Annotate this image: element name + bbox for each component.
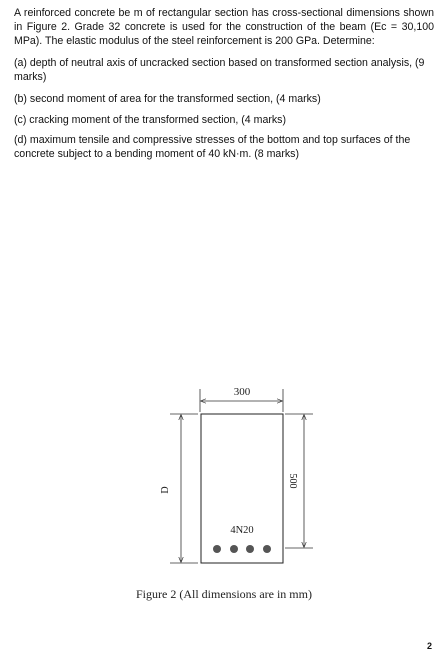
question-c: (c) cracking moment of the transformed section, (4 marks) xyxy=(14,114,286,126)
page-number: 2 xyxy=(426,641,432,651)
width-label: 300 xyxy=(233,386,251,398)
question-d: (d) maximum tensile and compressive stresses of the bottom and top surfaces of the concrete subject to a bending moment of 40 kN·m. (8 marks) xyxy=(14,134,411,160)
rebar-group xyxy=(213,545,271,553)
question-a: (a) depth of neutral axis of uncracked section based on transformed section analysis, (9 marks) xyxy=(14,57,425,83)
rebar-circle xyxy=(263,545,271,553)
depth-label: D xyxy=(160,486,171,494)
figure-caption: Figure 2 (All dimensions are in mm) xyxy=(136,587,312,601)
rebar-label: 4N20 xyxy=(230,525,254,536)
height-label: 500 xyxy=(287,473,298,489)
beam-section-outline xyxy=(201,414,283,563)
question-b: (b) second moment of area for the transformed section, (4 marks) xyxy=(14,93,321,105)
problem-statement: A reinforced concrete be m of rectangular section has cross-sectional dimensions shown in Figure 2. Grade 32 concrete is used for the construction of the beam (Ec = 30,100 MPa). The elastic modulus of the steel reinforcement is 200 GPa. Determine: xyxy=(14,7,434,47)
rebar-circle xyxy=(246,545,254,553)
rebar-circle xyxy=(213,545,221,553)
rebar-circle xyxy=(230,545,238,553)
